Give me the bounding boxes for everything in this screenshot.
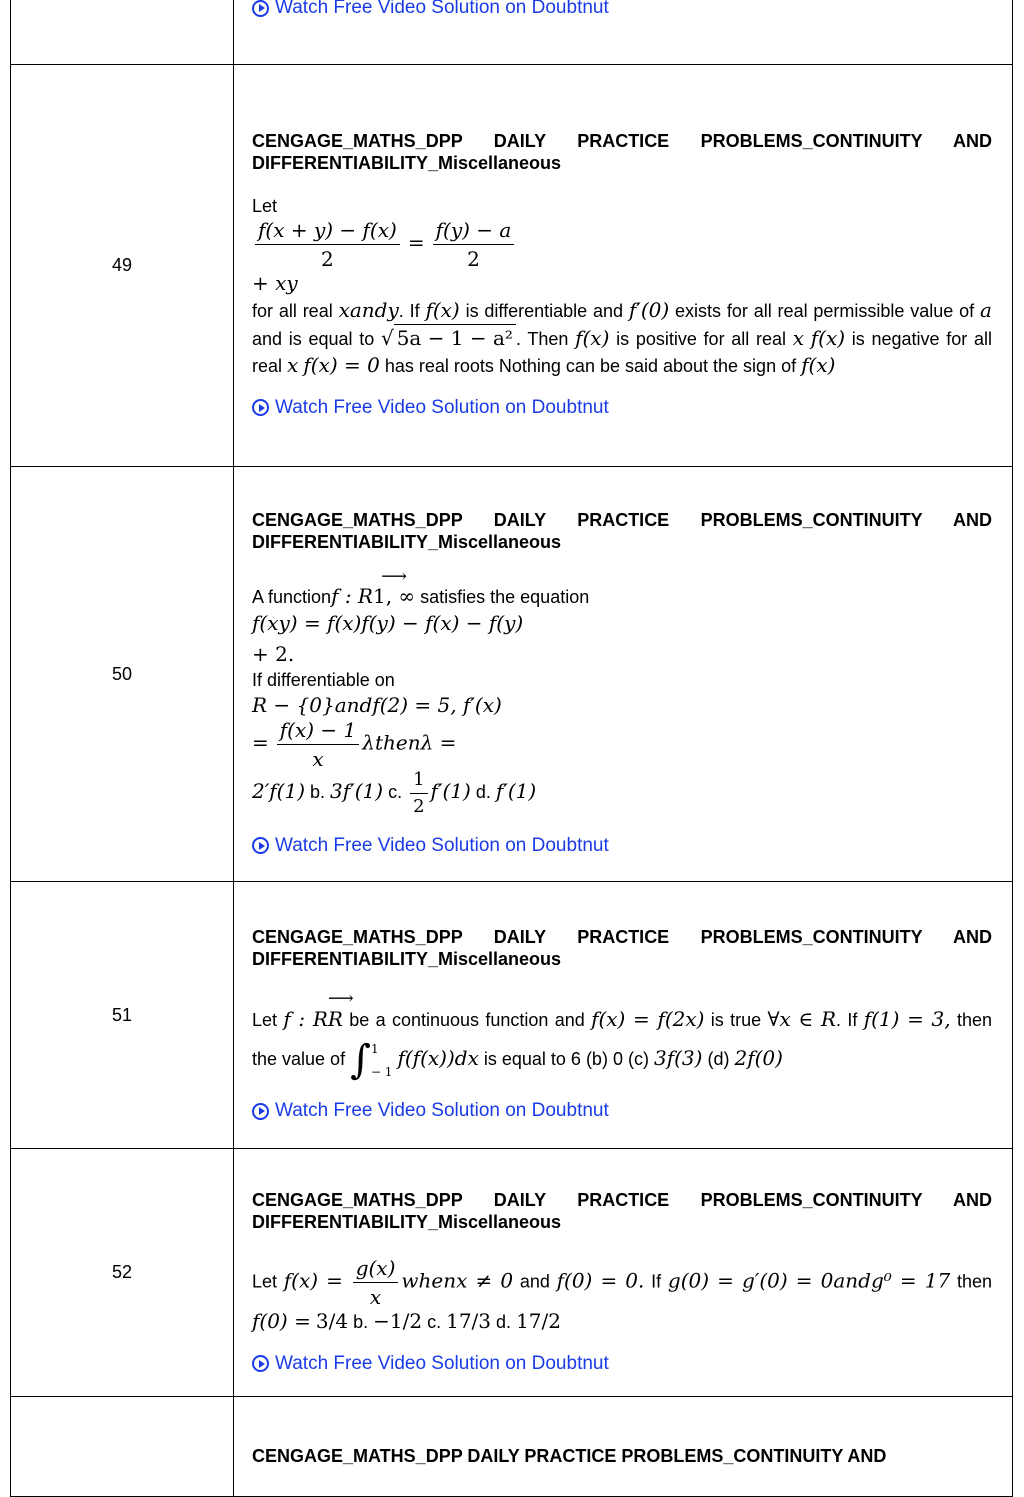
play-circle-icon	[252, 0, 269, 17]
question-number-cell	[11, 65, 234, 467]
question-number: 52	[111, 1262, 133, 1282]
question-content	[234, 1149, 1013, 1397]
table-row	[11, 1397, 1013, 1497]
question-number: 50	[111, 663, 133, 684]
watch-video-link[interactable]: Watch Free Video Solution on Doubtnut	[252, 835, 992, 857]
question-number-cell	[11, 1397, 234, 1497]
play-circle-icon	[252, 1355, 269, 1372]
table-row	[11, 882, 1013, 1149]
integral: ∫ 1 − 1	[350, 1037, 393, 1083]
question-number: 49	[111, 255, 133, 275]
question-title: CENGAGE_MATHS_DPP DAILY PRACTICE PROBLEMS_CONTINUITY AND DIFFERENTIABILITY_Miscellaneous	[252, 1189, 992, 1232]
question-title: CENGAGE_MATHS_DPP DAILY PRACTICE PROBLEMS_CONTINUITY AND	[252, 1445, 887, 1466]
question-body: Let f(x) = $\frac{g(x)}{x}$ whenx ≠ 0 and f(0) = 0. If g(0) = g′(0) = 0andg⁰ = 17 then f(0) = 3/4 b. −1/2 c. 17/3 d. 17/2	[252, 1255, 992, 1333]
question-body: Let $\frac{f(x + y) - f(x)}{2}$ = $\frac{f(y) - a}{2}$ + xy for all real xandy. If f(x) is differentiable and f′(0) exists for all real permissible value of a and is equal to √ 5a − 1 − a² . Then f(x) is positive for all real x f(x) is negative for all real x f(x) = 0 has real roots Nothing can be said about the sign of f(x)	[252, 196, 992, 377]
question-body: A functionf : R⟶ 1, ∞ satisfies the equation f(xy) = f(x)f(y) − f(x) − f(y) + 2. If differentiable on R − {0}andf(2) = 5, f′(x) = $\frac{f(x) - 1}{x}$ λthenλ = 2′f(1) b. 3f′(1) c. $\frac{1}{2}$ f′(1) d. f′(1)	[252, 583, 992, 817]
question-content	[234, 65, 1013, 467]
question-content	[234, 0, 1013, 65]
table-row	[11, 65, 1013, 467]
question-number: 51	[111, 1004, 133, 1025]
watch-video-link[interactable]: Watch Free Video Solution on Doubtnut	[252, 1353, 992, 1375]
table-row	[11, 1149, 1013, 1397]
play-circle-icon	[252, 1103, 269, 1120]
question-title: CENGAGE_MATHS_DPP DAILY PRACTICE PROBLEMS_CONTINUITY AND DIFFERENTIABILITY_Miscellaneous	[252, 131, 992, 174]
watch-video-link[interactable]: Watch Free Video Solution on Doubtnut	[252, 1100, 992, 1122]
table-row	[11, 0, 1013, 65]
question-number-cell	[11, 882, 234, 1149]
question-content	[234, 1397, 1013, 1497]
play-circle-icon	[252, 399, 269, 416]
table-row	[11, 467, 1013, 882]
answer-options: 2′f(1) b. 3f′(1) c. $\frac{1}{2}$ f′(1) d. f′(1)	[252, 769, 537, 818]
watch-video-link[interactable]: Watch Free Video Solution on Doubtnut	[252, 397, 992, 419]
question-content	[234, 882, 1013, 1149]
question-title: CENGAGE_MATHS_DPP DAILY PRACTICE PROBLEMS_CONTINUITY AND DIFFERENTIABILITY_Miscellaneous	[252, 927, 992, 969]
question-content	[234, 467, 1013, 882]
questions-table	[10, 0, 1013, 1497]
question-title: CENGAGE_MATHS_DPP DAILY PRACTICE PROBLEMS_CONTINUITY AND DIFFERENTIABILITY_Miscellaneous	[252, 510, 992, 553]
watch-video-link[interactable]: Watch Free Video Solution on Doubtnut	[252, 0, 992, 19]
question-body: Let f : R⟶ R be a continuous function and f(x) = f(2x) is true ∀x ∈ R. If f(1) = 3, then the value of ∫ 1 − 1 f(f(x))dx is equal to 6 (b) 0 (c) 3f(3) (d) 2f(0)	[252, 1000, 992, 1082]
play-circle-icon	[252, 837, 269, 854]
question-number-cell	[11, 467, 234, 882]
question-number-cell	[11, 1149, 234, 1397]
question-number-cell	[11, 0, 234, 65]
equation: $\frac{f(x + y) - f(x)}{2}$ = $\frac{f(y) - a}{2}$	[252, 219, 992, 270]
